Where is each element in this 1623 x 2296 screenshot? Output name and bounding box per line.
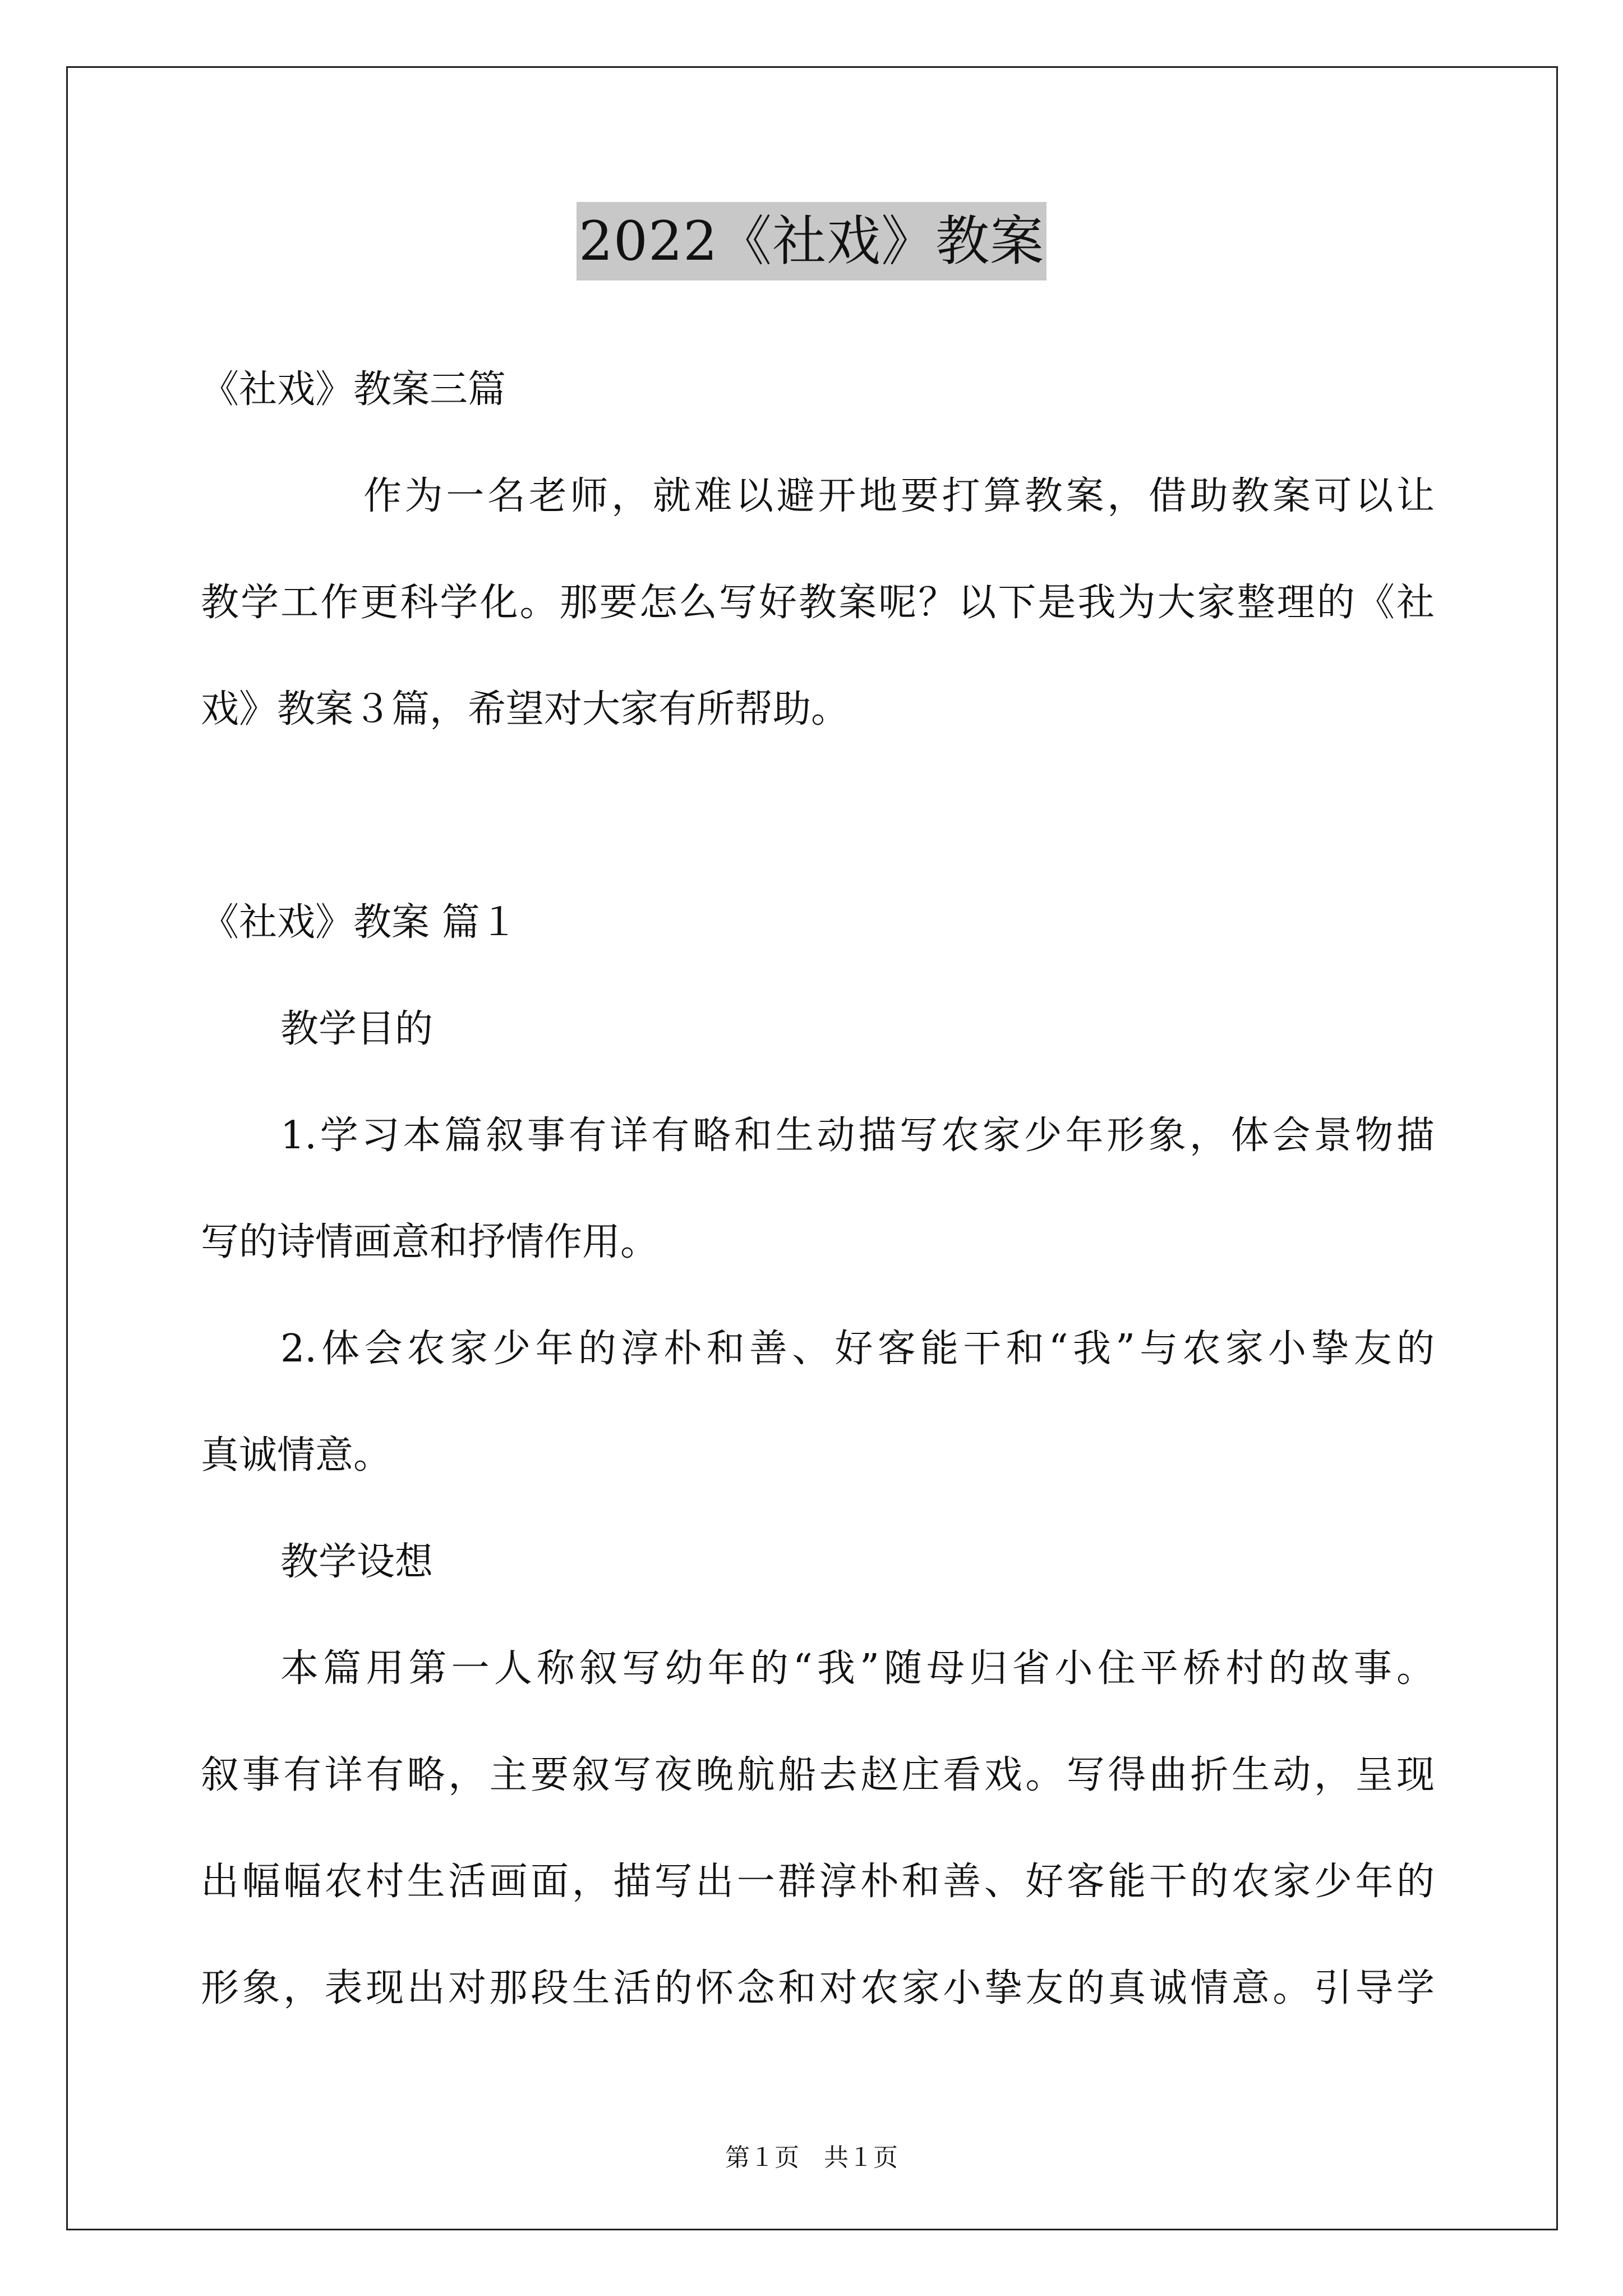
intro-line-2: 教学工作更科学化。那要怎么写好教案呢？以下是我为大家整理的《社 (201, 581, 1435, 625)
intro-line-3: 戏》教案３篇，希望对大家有所帮助。 (201, 687, 850, 731)
goal-2-line-2: 真诚情意。 (201, 1433, 392, 1478)
design-line-1: 本篇用第一人称叙写幼年的“我”随母归省小住平桥村的故事。 (280, 1646, 1435, 1691)
intro-line-1: 作为一名老师，就难以避开地要打算教案，借助教案可以让 (363, 474, 1435, 518)
document-title: 2022《社戏》教案 (577, 202, 1046, 280)
goals-heading: 教学目的 (280, 1007, 434, 1051)
goal-2-line-1: 2.体会农家少年的淳朴和善、好客能干和“我”与农家小挚友的 (280, 1327, 1435, 1371)
goal-1-line-2: 写的诗情画意和抒情作用。 (201, 1220, 659, 1264)
design-line-3: 出幅幅农村生活画面，描写出一群淳朴和善、好客能干的农家少年的 (201, 1860, 1435, 1904)
section-heading: 《社戏》教案 篇１ (201, 900, 518, 945)
document-subtitle: 《社戏》教案三篇 (201, 367, 506, 412)
design-line-2: 叙事有详有略，主要叙写夜晚航船去赵庄看戏。写得曲折生动，呈现 (201, 1753, 1435, 1797)
design-line-4: 形象，表现出对那段生活的怀念和对农家小挚友的真诚情意。引导学 (201, 1966, 1435, 2010)
goal-1-line-1: 1.学习本篇叙事有详有略和生动描写农家少年形象，体会景物描 (280, 1114, 1435, 1158)
title-container (0, 202, 1623, 280)
page-footer: 第１页 共１页 (725, 2143, 898, 2172)
design-heading: 教学设想 (280, 1540, 434, 1584)
